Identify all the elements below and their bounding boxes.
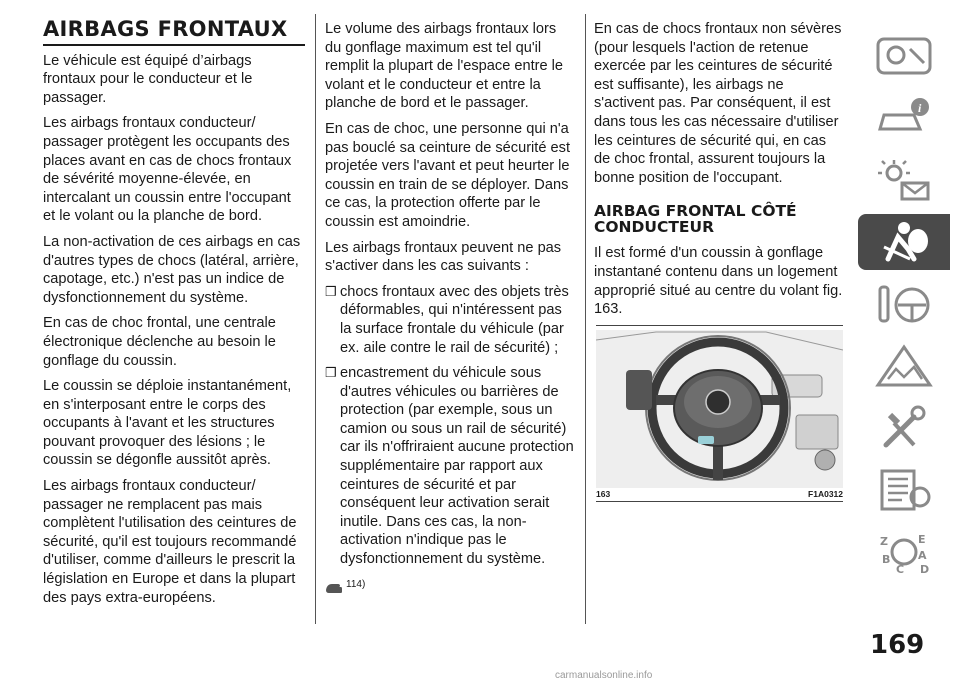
list-item-text: encastrement du véhicule sous d'autres véhicules ou barrières de protection (par exemple, sous un camion ou sous un rail de sécurité) car ils n'offriraient aucune protection supplémentaire par rapport aux ceintures de sécurité et par conséquent leur activation serait inutile. Dans ces cas, la non-activation n'indique pas le dysfonctionnement du système. bbox=[340, 365, 574, 568]
column-divider bbox=[315, 14, 316, 624]
paragraph: En cas de choc, une personne qui n'a pas bouclé sa ceinture de sécurité est projetée vers l'avant et peut heurter le coussin en train de se déployer. Dans ce cas, la protection offerte par le coussin est amoindrie. bbox=[325, 120, 570, 230]
svg-text:A: A bbox=[918, 549, 927, 562]
steering-wheel-illustration bbox=[596, 330, 843, 488]
alphabetical-index-icon bbox=[874, 529, 934, 575]
svg-text:Z: Z bbox=[880, 535, 888, 548]
tab-emergency[interactable] bbox=[858, 338, 950, 394]
figure-caption bbox=[596, 488, 843, 502]
steering-start-icon bbox=[874, 281, 934, 327]
svg-text:E: E bbox=[918, 533, 926, 546]
car-dashboard-icon bbox=[874, 33, 934, 79]
tab-maintenance[interactable] bbox=[858, 400, 950, 456]
figure-code: F1A0312 bbox=[808, 489, 843, 499]
paragraph: En cas de chocs frontaux non sévères (pour lesquels l'action de retenue exercée par les ceintures de sécurité est suffisante), les airbags ne s'activent pas. Par conséquent, il est dans tous les cas nécessaire d'utiliser les ceintures de sécurité qui, en cas de choc frontal, assurent toujours la bonne position de l'occupant. bbox=[594, 21, 842, 186]
warning-lights-message-icon bbox=[874, 157, 934, 203]
tab-safety[interactable] bbox=[858, 214, 950, 270]
svg-text:i: i bbox=[918, 101, 922, 115]
paragraph: Le véhicule est équipé d’airbags frontaux pour le conducteur et le passager. bbox=[43, 52, 253, 106]
list-item bbox=[325, 283, 575, 357]
tab-warning-lights[interactable] bbox=[858, 152, 950, 208]
column-2 bbox=[325, 20, 575, 594]
checkbox-bullet-icon: ❒ bbox=[325, 365, 337, 381]
tab-index[interactable] bbox=[858, 524, 950, 580]
paragraph: Le volume des airbags frontaux lors du gonflage maximum est tel qu'il remplit la plupart de l'espace entre le volant et le conducteur et entre la planche de bord et le passager. bbox=[325, 21, 564, 112]
column-3 bbox=[594, 20, 844, 326]
airbag-safety-icon bbox=[874, 219, 934, 265]
svg-text:D: D bbox=[920, 563, 930, 575]
emergency-triangle-icon bbox=[874, 343, 934, 389]
maintenance-wrench-icon bbox=[874, 405, 934, 451]
svg-text:C: C bbox=[896, 563, 905, 575]
svg-text:B: B bbox=[882, 553, 891, 566]
column-divider bbox=[585, 14, 586, 624]
paragraph: En cas de choc frontal, une centrale électronique déclenche au besoin le gonflage du coussin. bbox=[43, 315, 276, 369]
warning-note-reference[interactable] bbox=[325, 576, 575, 595]
chapter-sidebar bbox=[858, 28, 950, 586]
page-number: 169 bbox=[870, 630, 925, 660]
column-1 bbox=[43, 17, 305, 614]
paragraph: Les airbags frontaux conducteur/ passager ne remplacent pas mais complètent l'utilisation des ceintures de sécurité, qu'il est toujours recommandé d'utiliser, comme d'ailleurs le prescrit la législation en Europe et dans la plupart des pays extra-européens. bbox=[43, 478, 297, 606]
tab-technical-data[interactable] bbox=[858, 462, 950, 518]
figure-163 bbox=[596, 325, 843, 502]
tab-dashboard[interactable] bbox=[858, 28, 950, 84]
technical-data-icon bbox=[874, 467, 934, 513]
checkbox-bullet-icon: ❒ bbox=[325, 283, 337, 299]
tab-starting-driving[interactable] bbox=[858, 276, 950, 332]
paragraph: Les airbags frontaux conducteur/ passager protègent les occupants des places avant en cas de chocs frontaux de sévérité moyenne-élevée, en intercalant un coussin entre l'occupant et le volant ou la planche de bord. bbox=[43, 115, 292, 225]
note-number: 114) bbox=[346, 578, 366, 590]
list-item bbox=[325, 364, 575, 569]
warning-hand-icon bbox=[325, 580, 343, 594]
section-title: AIRBAGS FRONTAUX bbox=[43, 20, 305, 46]
paragraph: Il est formé d'un coussin à gonflage instantané contenu dans un logement approprié situé au centre du volant fig. 163. bbox=[594, 245, 843, 318]
car-info-icon bbox=[874, 95, 934, 141]
figure-number: 163 bbox=[596, 489, 611, 499]
paragraph: Les airbags frontaux peuvent ne pas s'activer dans les cas suivants : bbox=[325, 239, 562, 275]
subsection-title: AIRBAG FRONTAL CÔTÉ CONDUCTEUR bbox=[594, 202, 797, 237]
tab-car-info[interactable] bbox=[858, 90, 950, 146]
list-item-text: chocs frontaux avec des objets très déformables, qui n'intéressent pas la surface frontale du véhicule (par ex. aile contre le rail de sécurité) ; bbox=[340, 283, 569, 356]
paragraph: Le coussin se déploie instantanément, en s'interposant entre le corps des occupants à l'avant et les structures pouvant provoquer des lésions ; le coussin se dégonfle aussitôt après. bbox=[43, 378, 292, 469]
watermark: carmanualsonline.info bbox=[555, 670, 653, 681]
paragraph: La non-activation de ces airbags en cas d'autres types de chocs (latéral, arrière, capotage, etc.) n'est pas un indice de dysfonctionnement du système. bbox=[43, 233, 301, 306]
